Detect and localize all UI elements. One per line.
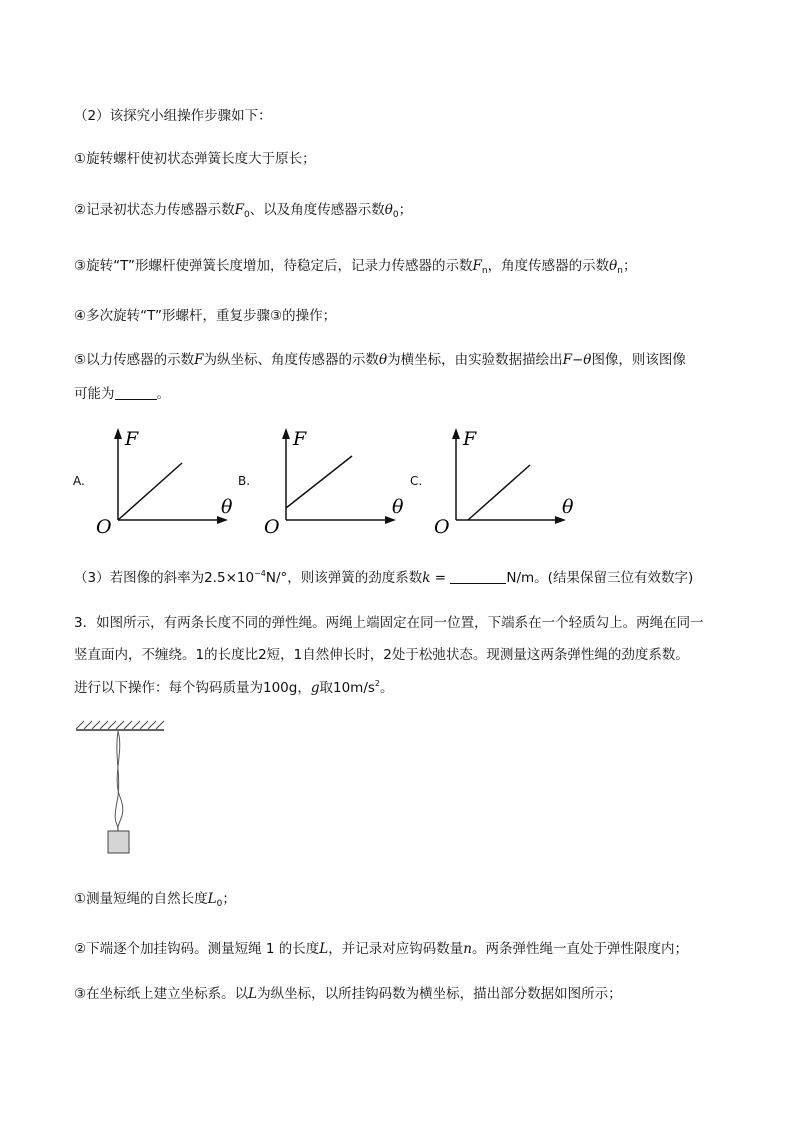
origin-label: O (434, 516, 450, 536)
option-a-graph (94, 424, 234, 536)
q2-step5: ⑤以力传感器的示数F为纵坐标、角度传感器的示数θ为横坐标，由实验数据描绘出F−θ图像，则该图像 (74, 352, 686, 368)
hook-weight (108, 831, 129, 853)
hanging-cords-figure (72, 717, 172, 857)
y-axis-label: F (463, 428, 477, 450)
origin-label: O (96, 516, 112, 536)
x-axis-label: θ (392, 496, 404, 518)
q2-step5-line2: 可能为 。 (74, 386, 170, 402)
problem3-line2: 竖直面内，不缠绕。1的长度比2短，1自然伸长时，2处于松弛状态。现测量这两条弹性绳的劲度系数。 (74, 647, 689, 663)
problem3-line3: 进行以下操作：每个钩码质量为100g，g取$10m/s^2$。 (74, 679, 394, 696)
x-axis-label: θ (221, 496, 233, 518)
option-c-graph (432, 424, 582, 536)
y-axis-arrow (114, 428, 122, 439)
problem3-line1: 3．如图所示，有两条长度不同的弹性绳。两绳上端固定在同一位置，下端系在一个轻质勾上。两绳在同一 (74, 615, 704, 631)
option-a-label: A. (73, 474, 85, 488)
x-axis-label: θ (562, 496, 574, 518)
y-axis-label: F (125, 428, 139, 450)
answer-blank (450, 571, 506, 584)
graph-line (118, 463, 182, 520)
option-b-label: B. (238, 474, 251, 488)
q2-header: （2）该探究小组操作步骤如下： (74, 108, 272, 124)
problem3-step1: ①测量短绳的自然长度$L_0$； (74, 891, 236, 909)
graph-line (286, 456, 352, 508)
q2-step1: ①旋转螺杆使初状态弹簧长度大于原长； (74, 151, 316, 167)
y-axis-arrow (282, 428, 290, 439)
y-axis-arrow (452, 428, 460, 439)
problem3-step3: ③在坐标纸上建立坐标系。以L为纵坐标，以所挂钩码数为横坐标，描出部分数据如图所示； (74, 986, 622, 1002)
q2-step3: ③旋转“T”形螺杆使弹簧长度增加，待稳定后，记录力传感器的示数$F_n$，角度传感器的示数$\theta_n$； (74, 258, 637, 276)
answer-blank (115, 387, 157, 400)
option-b-graph (262, 424, 412, 536)
problem3-step2: ②下端逐个加挂钩码。测量短绳 1 的长度L，并记录对应钩码数量n。两条弹性绳一直处于弹性限度内； (74, 941, 688, 957)
graph-line (468, 465, 530, 520)
option-c-label: C. (410, 474, 423, 488)
cord-2 (117, 731, 123, 831)
q2-step2: ②记录初状态力传感器示数$F_0$、以及角度传感器示数$\theta_0$； (74, 202, 413, 220)
origin-label: O (264, 516, 280, 536)
ceiling-hatching (76, 721, 164, 729)
y-axis-label: F (293, 428, 307, 450)
q3-slope-question: （3）若图像的斜率为$2.5\times 10^{-4}N/^\circ$，则该弹簧的劲度系数k = N/m。(结果保留三位有效数字) (74, 569, 694, 586)
q2-step4: ④多次旋转“T”形螺杆，重复步骤③的操作； (74, 308, 337, 324)
